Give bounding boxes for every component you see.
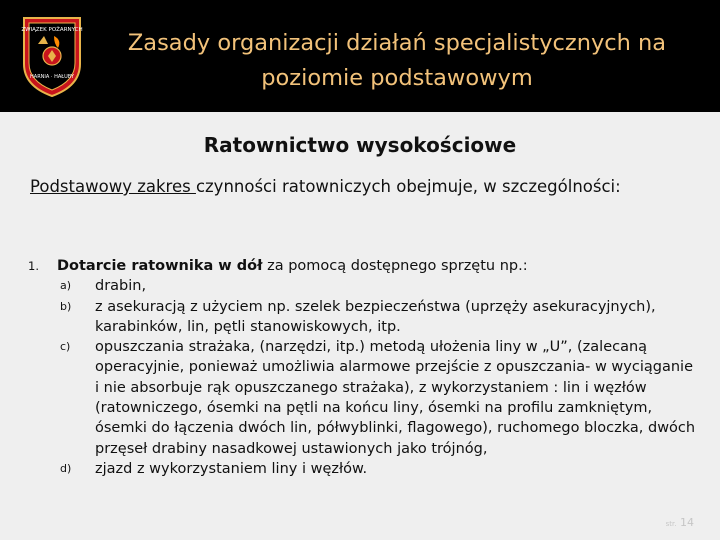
intro-underlined: Podstawowy zakres bbox=[30, 177, 196, 196]
sub-item-c bbox=[28, 337, 698, 459]
sub-item-text: drabin, bbox=[95, 278, 147, 295]
list-item-1 bbox=[28, 256, 698, 276]
list-number: 1. bbox=[28, 259, 39, 273]
numbered-list bbox=[28, 256, 698, 479]
intro-rest: czynności ratowniczych obejmuje, w szczególności: bbox=[195, 177, 621, 196]
sub-item-b bbox=[28, 297, 698, 338]
slide-title: Ratownictwo wysokościowe bbox=[203, 133, 517, 157]
intro-paragraph bbox=[30, 175, 690, 199]
list-item-bold: Dotarcie ratownika w dół bbox=[57, 258, 263, 274]
page-number bbox=[666, 516, 694, 529]
header-bar bbox=[0, 0, 720, 112]
sub-item-a bbox=[28, 276, 698, 296]
sub-marker: b) bbox=[60, 299, 72, 313]
sub-marker: d) bbox=[60, 461, 72, 475]
page-number-value: 14 bbox=[680, 516, 694, 529]
presentation-title bbox=[92, 26, 702, 96]
sub-item-text: z asekuracją z użyciem np. szelek bezpieczeństwa (uprzęży asekuracyjnych), karabinków, lin, pętli stanowiskowych, itp. bbox=[95, 298, 656, 335]
sub-item-text: opuszczania strażaka, (narzędzi, itp.) metodą ułożenia liny w „U”, (zalecaną operacyjnie, ponieważ umożliwia alarmowe przejście z opuszczania- w wyciąganie i nie absorbuje rąk opuszczanego strażaka), z wykorzystaniem : lin i węzłów (ratowniczego, ósemki na pętli na końcu liny, ósemki na profilu zamkniętym, ósemki do łączenia dwóch lin, półwyblinki, flagowego), ruchomego bloczka, dwóch przęseł drabiny nasadkowej ustawionych jako trójnóg, bbox=[95, 339, 696, 457]
logo-text-top: ZWIĄZEK POŻARNYCH bbox=[21, 27, 83, 33]
title-line-2: poziomie podstawowym bbox=[261, 65, 533, 91]
list-item-text: za pomocą dostępnego sprzętu np.: bbox=[262, 258, 528, 274]
sub-marker: a) bbox=[60, 279, 72, 293]
sub-item-d bbox=[28, 459, 698, 479]
sub-item-text: zjazd z wykorzystaniem liny i węzłów. bbox=[95, 460, 368, 477]
logo-text-bottom: HARNIA · HAŁUBY bbox=[30, 74, 74, 80]
sub-marker: c) bbox=[60, 340, 71, 354]
fire-department-emblem-icon bbox=[18, 14, 86, 98]
title-line-1: Zasady organizacji działań specjalistycznych na bbox=[127, 30, 667, 56]
page-prefix: str. bbox=[665, 520, 677, 528]
